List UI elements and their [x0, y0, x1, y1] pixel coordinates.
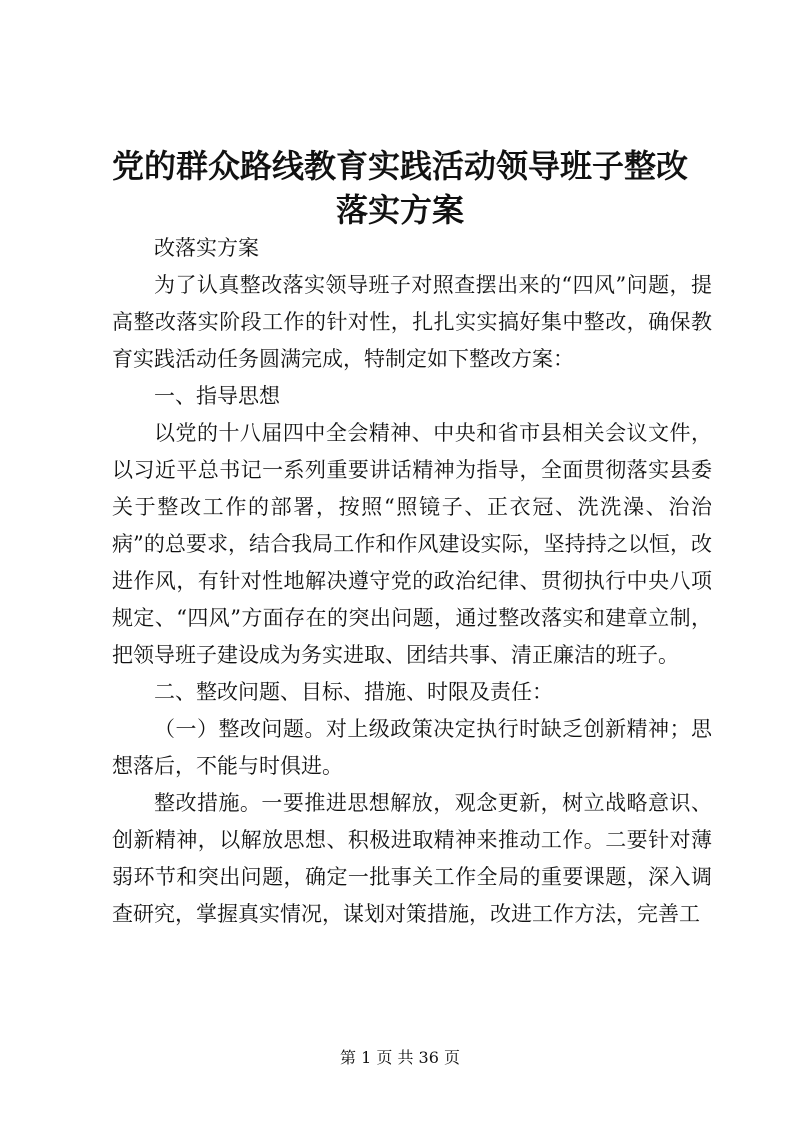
section-heading-rectification: 二、整改问题、目标、措施、时限及责任： — [154, 680, 553, 704]
paragraph-problem-1: （一）整改问题。对上级政策决定执行时缺乏创新精神；思想落后，不能与时俱进。 — [112, 717, 712, 778]
paragraph-measures: 整改措施。一要推进思想解放，观念更新，树立战略意识、创新精神，以解放思想、积极进取精神来推动工作。二要针对薄弱环节和突出问题，确定一批事关工作全局的重要课题，深入调查研究，掌握真实情况，谋划对策措施，改进工作方法，完善工 — [112, 791, 712, 926]
paragraph-subtitle: 改落实方案 — [154, 236, 259, 260]
paragraph-guiding-thought: 以党的十八届四中全会精神、中央和省市县相关会议文件，以习近平总书记一系列重要讲话精神为指导，全面贯彻落实县委关于整改工作的部署，按照“照镜子、正衣冠、洗洗澡、治治病”的总要求，结合我局工作和作风建设实际，坚持持之以恒，改进作风，有针对性地解决遵守党的政治纪律、贯彻执行中央八项规定、“四风”方面存在的突出问题，通过整改落实和建章立制，把领导班子建设成为务实进取、团结共事、清正廉洁的班子。 — [112, 421, 712, 667]
document-body — [112, 230, 712, 933]
page-footer: 第 1 页 共 36 页 — [340, 1048, 460, 1067]
section-heading-guiding-thought: 一、指导思想 — [154, 384, 280, 408]
document-title: 党的群众路线教育实践活动领导班子整改落实方案 — [111, 147, 688, 229]
paragraph-intro: 为了认真整改落实领导班子对照查摆出来的“四风”问题，提高整改落实阶段工作的针对性，扎扎实实搞好集中整改，确保教育实践活动任务圆满完成，特制定如下整改方案： — [112, 273, 712, 371]
